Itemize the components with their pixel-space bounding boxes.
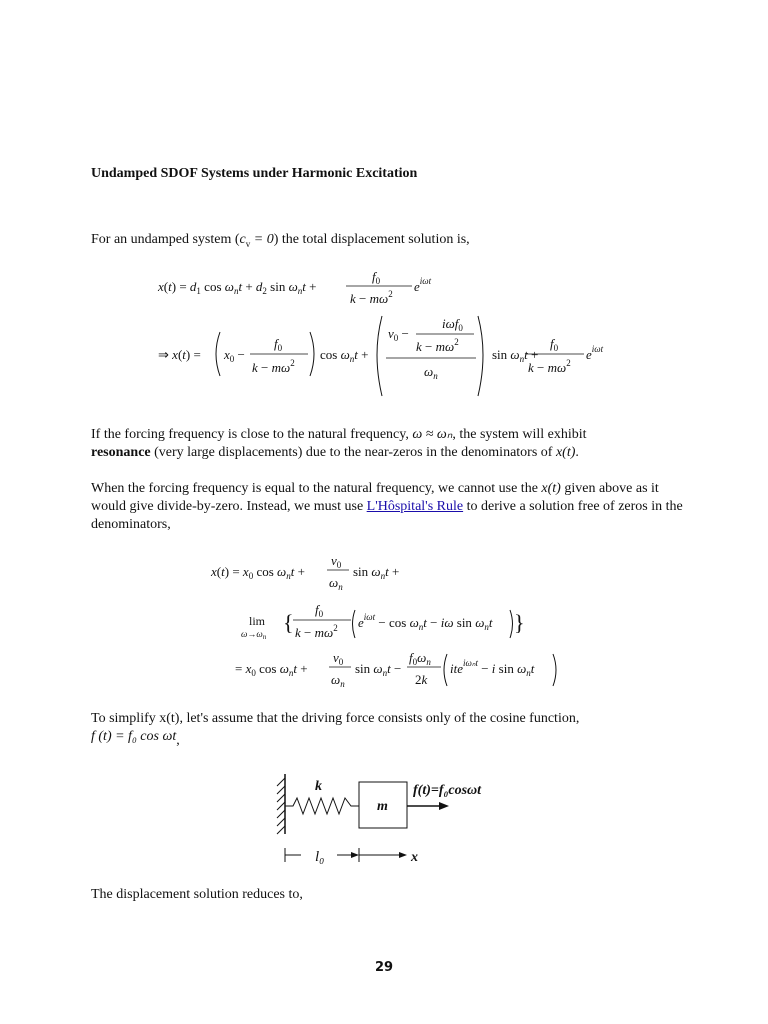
svg-text:sin ωnt −: $\sin \omega_nt$ − (355, 661, 402, 678)
spring-label: k (315, 779, 322, 794)
svg-text:eiωt: $e^{i\omega t}$ (414, 276, 432, 294)
svg-text:v0 −: $v_0$ − (388, 326, 409, 343)
svg-text:f0ωn: $f_0\omega_n$ (409, 650, 431, 667)
lhospital-link[interactable]: L'Hôspital's Rule (366, 499, 464, 514)
svg-text:f0: $f_0$ (550, 336, 559, 353)
svg-text:x(t) = x0 cos ωnt +: $x(t) = x_0$ $\cos \omega_nt$ + (211, 564, 305, 581)
svg-text:k − mω2: $k - m\omega^2$ (528, 358, 571, 375)
force-label: f(t)=f₀cosωt (413, 783, 482, 798)
displacement-equation-svg (150, 262, 620, 400)
svg-text:ωn: $\omega_n$ (424, 364, 438, 381)
intro-paragraph: For an undamped system $(c_v = 0)$ the total displacement solution is, (91, 232, 470, 249)
force-arrowhead (439, 802, 449, 810)
svg-text:eiωt: $e^{i\omega t}$ (586, 344, 604, 362)
svg-text:ω→ωn: $\omega\to\omega_n$ (241, 629, 267, 641)
svg-text:v0: $v_0$ (333, 650, 344, 667)
svg-text:iteiωₙt − i sin ωnt: ite$^{i\omega_nt}$ − i $\sin \omega_nt$ (450, 658, 535, 678)
svg-text:x0 −: $x_0$ − (224, 347, 245, 364)
length-label: l₀ (315, 849, 325, 865)
svg-text:f0: $f_0$ (274, 336, 283, 353)
svg-text:k − mω2: $k - m\omega^2$ (350, 289, 393, 306)
section-title: Undamped SDOF Systems under Harmonic Excitation (91, 166, 418, 181)
page-number: 29 (374, 960, 394, 975)
svg-text:⇒ x(t) =: ⇒ x(t) = (158, 347, 201, 362)
simplify-paragraph: To simplify x(t), let's assume that the driving force consists only of the cosine function, f (t) = f₀ cos ωt, (91, 711, 580, 748)
lhospital-equation-svg (205, 548, 570, 698)
svg-text:ωn: $\omega_n$ (331, 672, 345, 689)
svg-text:sin ωnt +: $\sin \omega_nt$ + (353, 564, 400, 581)
cosine-force-formula: f (t) = f₀ cos ωt (91, 729, 177, 744)
svg-text:f0: $f_0$ (372, 269, 381, 286)
svg-text:x(t) = d1 cos ωnt + d2 sin ωnt: $x(t) = d_1$ $\cos \omega_nt + d_2$ $\sin \omega_nt$ + (158, 279, 317, 296)
svg-text:2k: 2k (415, 672, 428, 687)
wall-hatching (277, 778, 285, 834)
spring (285, 798, 359, 814)
svg-text:iωf0: iωf$_0$ (442, 316, 463, 333)
closing-paragraph: The displacement solution reduces to, (91, 887, 303, 902)
equal-frequency-paragraph: When the forcing frequency is equal to the natural frequency, we cannot use the x(t) given above as it would give divide-by-zero. Instead, we must use L'Hôspital's Rule to derive a solution free of zeros in the denominators, (91, 481, 683, 532)
svg-text:lim: lim (249, 614, 266, 628)
svg-text:cos ωnt +: $\cos \omega_nt$ + (320, 347, 369, 364)
svg-text:ωn: $\omega_n$ (329, 575, 343, 592)
svg-text:k − mω2: $k - m\omega^2$ (295, 623, 338, 640)
svg-text:eiωt − cos ωnt − iω sin ωnt: $e^{i\omega t} - \cos \omega_nt - i\omega$ $\sin \omega_nt$ (358, 612, 493, 632)
svg-text:v0: $v_0$ (331, 553, 342, 570)
svg-text:f0: $f_0$ (315, 602, 324, 619)
svg-text:sin ωnt +: $\sin \omega_nt$ + (492, 347, 539, 364)
lhospital-equation (205, 548, 570, 703)
svg-text:}: } (514, 610, 525, 635)
svg-text:= x0 cos ωnt +: = $x_0$ $\cos \omega_nt$ + (235, 661, 308, 678)
displacement-equation (150, 262, 620, 405)
spring-mass-diagram (265, 768, 505, 873)
svg-text:k − mω2: $k - m\omega^2$ (416, 337, 459, 354)
svg-text:{: { (283, 610, 294, 635)
mass-label: m (377, 799, 388, 814)
resonance-paragraph: If the forcing frequency is close to the natural frequency, ω ≈ ωₙ, the system will exhibit resonance (very large displacements) due to the near-zeros in the denominators of x(t). (91, 427, 587, 460)
svg-text:k − mω2: $k - m\omega^2$ (252, 358, 295, 375)
x-axis-label: x (411, 850, 418, 865)
